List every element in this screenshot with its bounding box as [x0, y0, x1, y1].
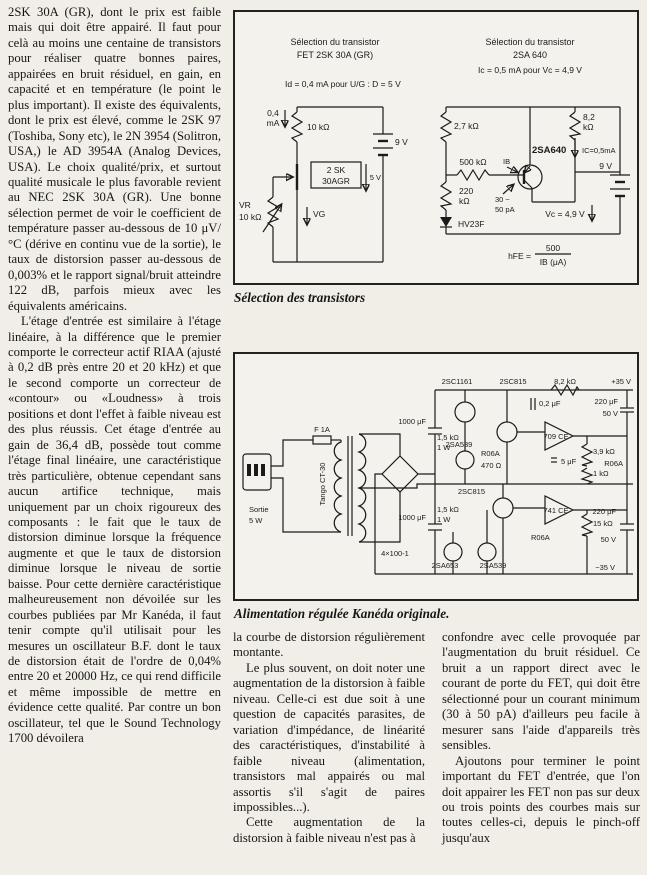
- output-label-1: Sortie: [249, 505, 269, 514]
- r15k-label: 15 kΩ: [593, 519, 613, 528]
- rail-pos-label: +35 V: [611, 377, 631, 386]
- fet-name-1: 2 SK: [326, 165, 346, 175]
- hfe-formula-num: 500: [545, 243, 561, 253]
- resistor-1k: [582, 468, 592, 484]
- diode-label: HV23F: [458, 219, 485, 229]
- cap-r1-voltage: 50 V: [602, 409, 618, 418]
- figure-psu: [233, 352, 639, 601]
- base-current-label: IB: [503, 157, 511, 166]
- q4-label: 2SA539: [445, 440, 473, 449]
- q6-label: 2SA653: [431, 561, 459, 570]
- middle-column: [233, 630, 425, 870]
- transistor-q1: [455, 402, 475, 422]
- vc-label: Vc = 4,9 V: [545, 209, 585, 219]
- r82-label: 8,2 kΩ: [554, 377, 576, 386]
- resistor-500k-label: 500 kΩ: [459, 157, 487, 167]
- opamp-741-label: 741 CE: [543, 506, 569, 515]
- drain-current-label: 0,4: [267, 108, 279, 118]
- q1-label: 2SC1161: [441, 377, 473, 386]
- cap-r2-label: 220 μF: [592, 507, 616, 516]
- diode1-label: R06A: [481, 449, 500, 458]
- psu-circuit: [243, 377, 634, 574]
- transistor-q2: [497, 422, 517, 442]
- vg-label: VG: [313, 209, 326, 219]
- fet-subtitle: FET 2SK 30A (GR): [296, 50, 374, 60]
- bjt-condition: Ic = 0,5 mA pour Vc = 4,9 V: [478, 65, 582, 75]
- diode3-label: R06A: [531, 533, 550, 542]
- psu-schematic: [235, 354, 637, 599]
- pot-name-label: VR: [239, 200, 251, 210]
- body-paragraph: L'étage d'entrée est similaire à l'étage linéaire, à la différence que le premier comporte le correcteur actif RIAA (ajusté à 0,2 dB près entre 20 et 20 kHz) et que le second comporte un correcteur de «contour» ou «Loudness» à trois positions et dont l'effet à faible niveau est des plus réussis. Cet étage d'entrée au gain de 36,4 dB, possède tout comme l'étage final linéaire, une caractéristique très particulière, obtenue cependant sans aucun artifice technique, mais uniquement par un choix rigoureux des composants : le fait que le taux de distorsion diminue lorsque la fréquence augmente et que le taux de distorsion diminue lorsque le niveau de sortie baisse. Pour cette dernière caractéristique malheureusement non dévoilée sur les courbes publiées par Mr Kanéda, il faut tenir compte qu'il utilisait pour les mesures un oscillateur B.F. dont le taux de distorsion était de l'ordre de 0,04% entre 20 et 20000 Hz, ce qui rend difficile et même impossible de mettre en évidence cette qualité. Par contre un bon oscillateur, tel que le Sound Technology 1700 dévoilera: [8, 314, 221, 746]
- transistor-q5: [478, 543, 496, 561]
- transformer-primary: [334, 440, 341, 532]
- r15w2-label-b: 1 W: [437, 515, 451, 524]
- cap-r2-voltage: 50 V: [600, 535, 616, 544]
- fet-name-2: 30AGR: [322, 176, 350, 186]
- figure-caption-psu: Alimentation régulée Kanéda originale.: [234, 606, 450, 621]
- r470-label: 470 Ω: [481, 461, 502, 470]
- transistor-q4: [456, 451, 474, 469]
- hfe-formula-den: IB (μA): [539, 257, 567, 267]
- body-paragraph: Le plus souvent, on doit noter une augmentation de la distorsion à faible niveau. Celle-ci est due soit à une question de capacités parasites, de variation d'impédance, de linéarité des caractéristiques, d'instabilité à faible niveau (alimentation, transistors mal appairés ou mal assortis s'il s'agit de paires impossibles...).: [233, 660, 425, 814]
- fuse: [313, 436, 331, 444]
- resistor-2k7-label: 2,7 kΩ: [454, 121, 479, 131]
- drain-current-unit: mA: [266, 118, 280, 128]
- drain-resistor: [292, 112, 302, 142]
- output-label-2: 5 W: [249, 516, 263, 525]
- resistor-220k-label-1: 220: [459, 186, 474, 196]
- body-paragraph: la courbe de distorsion régulièrement montante.: [233, 630, 425, 660]
- bjt-subtitle: 2SA 640: [512, 50, 548, 60]
- fet-condition: Id = 0,4 mA pour U/G : D = 5 V: [285, 79, 401, 89]
- q2-label: 2SC815: [499, 377, 527, 386]
- pot-value-label: 10 kΩ: [239, 212, 262, 222]
- left-column: [8, 5, 221, 869]
- bjt-title: Sélection du transistor: [485, 37, 575, 47]
- main-cap1-label: 1000 μF: [398, 417, 426, 426]
- main-cap2-label: 1000 μF: [398, 513, 426, 522]
- cap-r1-label: 220 μF: [594, 397, 618, 406]
- diode-bridge: [382, 456, 418, 492]
- transformer-label: Tango CT-30: [318, 462, 327, 506]
- resistor-220k: [441, 182, 451, 210]
- figure-caption-transistors: Sélection des transistors: [234, 290, 366, 305]
- resistor-220k-label-2: kΩ: [459, 196, 470, 206]
- r15w2-label-a: 1,5 kΩ: [437, 505, 459, 514]
- diode2-label: R06A: [604, 459, 623, 468]
- r39-label: 3,9 kΩ: [593, 447, 615, 456]
- body-paragraph: Ajoutons pour terminer le point important du FET d'entrée, que l'on doit appairer les FET non pas sur deux ou trois points des courbes mais sur toutes celles-ci, depuis le pinch-off jusqu'aux: [442, 753, 640, 845]
- hfe-formula-lhs: hFE =: [508, 251, 531, 261]
- resistor-15k: [582, 514, 592, 536]
- q3-label: 2SC815: [457, 487, 485, 496]
- resistor-2k7: [441, 112, 451, 142]
- drain-resistor-label: 10 kΩ: [307, 122, 330, 132]
- body-paragraph: Cette augmentation de la distorsion à faible niveau n'est pas à: [233, 815, 425, 845]
- collector-current-label: IC=0,5mA: [582, 146, 616, 155]
- fet-title: Sélection du transistor: [290, 37, 380, 47]
- fet-selection-circuit: [239, 37, 408, 262]
- figure-transistor-selection: [233, 10, 639, 285]
- r15w1-label-b: 1 W: [437, 443, 451, 452]
- body-paragraph: 2SK 30A (GR), dont le prix est faible mais qui doit être appairé. Il faut pour celà au moins une centaine de transistors pour réaliser quatre bonnes paires, appairées en bruit résiduel, en gain, en capacité et en température (le point le plus important). Il existe des équivalents, dont le prix est élevé, comme le 2SK 97 (Toshiba, Sony etc), le 2N 3954 (Solitron, USA,) le AD 3954A (Analog Devices, USA). Le choix qualité/prix, et surtout qualité musicale le plus favorable revient au NEC 2SK 30A (GR). Une bonne sélection permet de voir le coefficient de température passer au-dessous de 10 μV/°C (dérive en continu vue de la sortie), le taux de distorsion passer au-dessous de 0,003% et le rapport signal/bruit atteindre 122 dB, parfois mieux avec les équivalents américains.: [8, 5, 222, 313]
- transistor-selection-schematic: [235, 12, 637, 283]
- c02-label: 0,2 μF: [539, 399, 561, 408]
- resistor-500k: [457, 170, 489, 180]
- body-paragraph: confondre avec celle provoquée par l'augmentation du bruit résiduel. Ce bruit a un rapport direct avec le courant de porte du FET, qui doit être sélectionné pour un courant minimum (30 à 50 pA) d'ailleurs peu facile à mesurer sans l'aide d'appareils très sensibles.: [442, 630, 640, 753]
- r15w1-label-a: 1,5 kΩ: [437, 433, 459, 442]
- bjt-selection-circuit: [440, 37, 630, 267]
- transistor-q3: [493, 498, 513, 518]
- q5-label: 2SA539: [479, 561, 507, 570]
- fuse-label: F 1A: [314, 425, 330, 434]
- transistor-2sa640-label: 2SA640: [532, 145, 567, 156]
- zener-diode: [440, 217, 452, 227]
- battery-label: 9 V: [395, 137, 408, 147]
- resistor-8k2: [570, 112, 580, 140]
- right-column: [442, 630, 640, 870]
- rail-neg-label: −35 V: [595, 563, 615, 572]
- resistor-8k2-label-2: kΩ: [583, 122, 594, 132]
- resistor-8k2-label-1: 8,2: [583, 112, 595, 122]
- c5-label: 5 μF: [561, 457, 577, 466]
- leakage-label-1: 30 ~: [495, 195, 510, 204]
- r1k-label: 1 kΩ: [593, 469, 609, 478]
- battery-label-right: 9 V: [599, 161, 612, 171]
- transistor-q6: [444, 543, 462, 561]
- opamp-709-label: 709 CE: [543, 432, 569, 441]
- vds-label: 5 V: [369, 173, 381, 182]
- bridge-label: 4×100-1: [381, 549, 409, 558]
- resistor-3k9: [582, 444, 592, 466]
- leakage-label-2: 50 pA: [495, 205, 515, 214]
